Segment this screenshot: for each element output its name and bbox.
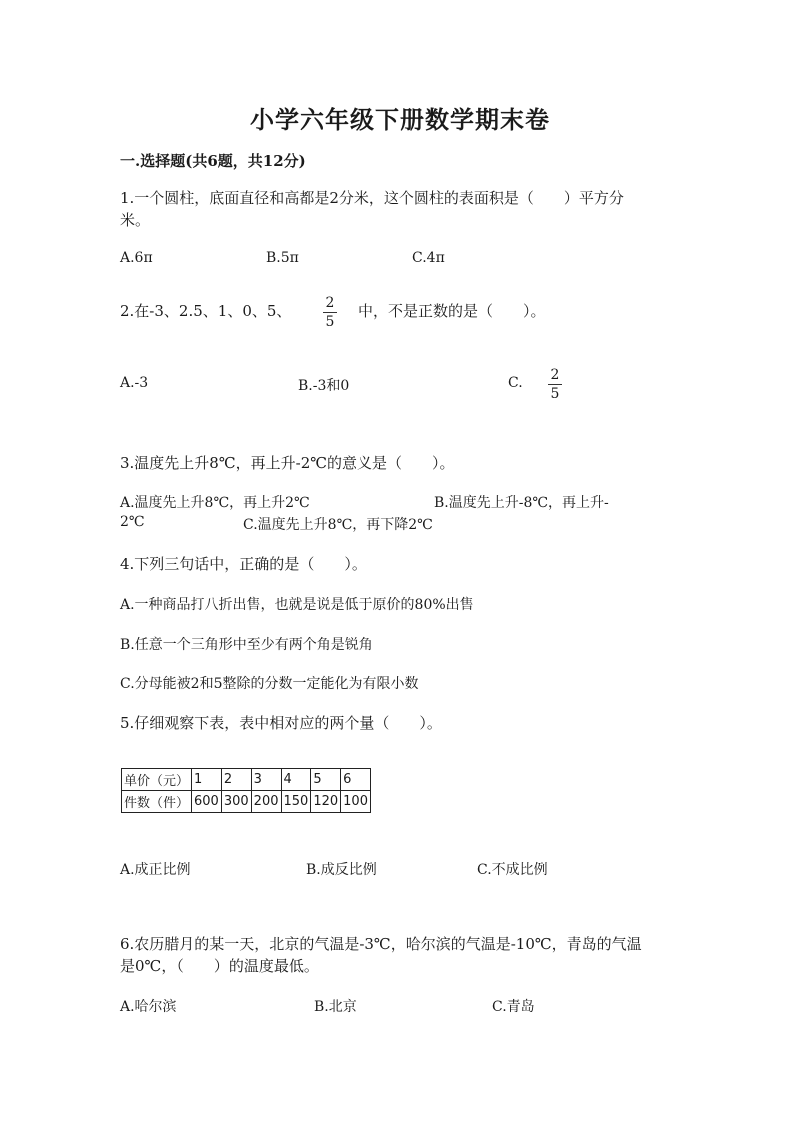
question-3-text: 3.温度先上升8℃，再上升-2℃的意义是（ ）。 xyxy=(120,454,455,472)
question-4-option-a: A.一种商品打八折出售，也就是说是低于原价的80%出售 xyxy=(120,597,474,613)
question-3-option-a: A.温度先上升8℃，再上升2℃ xyxy=(120,495,310,511)
table-cell: 150 xyxy=(281,791,311,813)
question-1-option-a: A.6π xyxy=(120,250,153,266)
page-title: 小学六年级下册数学期末卷 xyxy=(250,105,550,134)
fraction-denominator: 5 xyxy=(550,386,560,402)
fraction-bar xyxy=(323,312,337,313)
section-heading: 一.选择题(共6题，共12分) xyxy=(120,152,306,170)
table-cell: 2 xyxy=(221,769,251,791)
question-2-suffix: 中，不是正数的是（ ）。 xyxy=(358,302,546,320)
table-cell: 件数（件） xyxy=(122,791,192,813)
question-5-option-b: B.成反比例 xyxy=(306,862,377,878)
table-cell: 300 xyxy=(221,791,251,813)
question-6-option-c: C.青岛 xyxy=(492,999,535,1015)
question-2-prefix: 2.在-3、2.5、1、0、5、 xyxy=(120,302,292,320)
table-cell: 120 xyxy=(311,791,341,813)
question-2-option-c: C. xyxy=(508,375,523,391)
table-cell: 5 xyxy=(311,769,341,791)
table-cell: 6 xyxy=(341,769,371,791)
question-6-option-b: B.北京 xyxy=(314,999,357,1015)
question-4-option-c: C.分母能被2和5整除的分数一定能化为有限小数 xyxy=(120,676,419,692)
table-row xyxy=(122,769,371,791)
fraction-denominator: 5 xyxy=(325,314,335,330)
question-3-option-c: C.温度先上升8℃，再下降2℃ xyxy=(243,517,433,533)
table-cell: 200 xyxy=(251,791,281,813)
fraction-numerator: 2 xyxy=(550,367,560,383)
question-3-option-b-cont: 2℃ xyxy=(120,514,145,530)
question-6-option-a: A.哈尔滨 xyxy=(120,999,177,1015)
question-1-option-b: B.5π xyxy=(266,250,299,266)
question-6-line2: 是0℃，（ ）的温度最低。 xyxy=(120,957,319,975)
price-quantity-table xyxy=(121,768,371,813)
table-cell: 1 xyxy=(192,769,222,791)
question-5-text: 5.仔细观察下表，表中相对应的两个量（ ）。 xyxy=(120,714,442,732)
table-cell: 4 xyxy=(281,769,311,791)
table-cell: 600 xyxy=(192,791,222,813)
table-row xyxy=(122,791,371,813)
question-6-line1: 6.农历腊月的某一天，北京的气温是-3℃，哈尔滨的气温是-10℃，青岛的气温 xyxy=(120,935,642,953)
question-1-option-c: C.4π xyxy=(412,250,445,266)
question-5-option-a: A.成正比例 xyxy=(120,862,191,878)
fraction-bar xyxy=(548,384,562,385)
fraction-numerator: 2 xyxy=(325,295,335,311)
question-4-text: 4.下列三句话中，正确的是（ ）。 xyxy=(120,555,367,573)
question-5-option-c: C.不成比例 xyxy=(477,862,548,878)
question-2-option-c-fraction xyxy=(548,367,562,402)
question-1-line2: 米。 xyxy=(120,211,151,229)
question-3-option-b: B.温度先上升-8℃，再上升- xyxy=(434,495,609,511)
question-2-option-a: A.-3 xyxy=(120,375,149,391)
table-cell: 单价（元） xyxy=(122,769,192,791)
question-2-fraction xyxy=(323,295,337,330)
question-1-line1: 1.一个圆柱，底面直径和高都是2分米，这个圆柱的表面积是（ ）平方分 xyxy=(120,189,624,207)
question-4-option-b: B.任意一个三角形中至少有两个角是锐角 xyxy=(120,637,373,653)
table-cell: 3 xyxy=(251,769,281,791)
question-2-option-b: B.-3和0 xyxy=(298,378,350,394)
table-cell: 100 xyxy=(341,791,371,813)
